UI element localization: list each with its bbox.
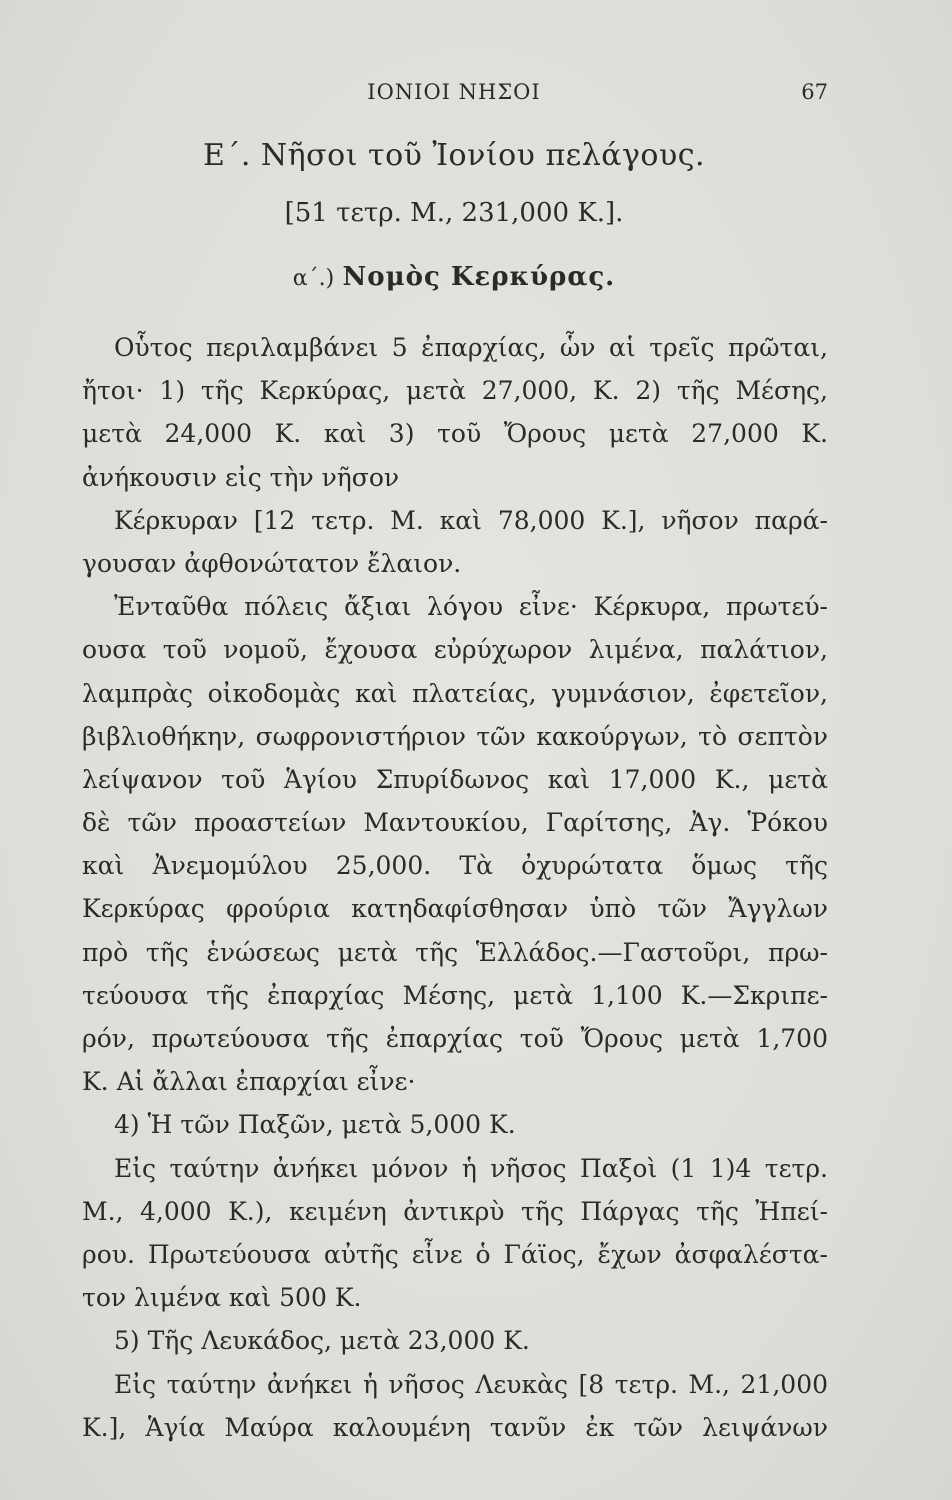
text-line: Εἰς ταύτην ἀνήκει ἡ νῆσος Λευκὰς [8 τετρ. Μ., 21,000 bbox=[114, 1369, 828, 1399]
running-header bbox=[80, 80, 828, 112]
text-line: Εἰς ταύτην ἀνήκει μόνον ἡ νῆσος Παξοὶ (1 1)4 τετρ. bbox=[114, 1153, 828, 1183]
text-line: τεύουσα τῆς ἐπαρχίας Μέσης, μετὰ 1,100 Κ.—Σκριπε- bbox=[82, 980, 828, 1010]
text-line: Ἐνταῦθα πόλεις ἄξιαι λόγου εἶνε· Κέρκυρα, πρωτεύ- bbox=[114, 592, 828, 622]
text-line: γουσαν ἀφθονώτατον ἔλαιον. bbox=[82, 548, 462, 578]
text-line: ἀνήκουσιν εἰς τὴν νῆσον bbox=[82, 462, 400, 492]
text-line: ἤτοι· 1) τῆς Κερκύρας, μετὰ 27,000, Κ. 2) τῆς Μέσης, bbox=[82, 376, 828, 406]
prefecture-heading bbox=[80, 262, 828, 292]
text-line: λείψανον τοῦ Ἁγίου Σπυρίδωνος καὶ 17,000 Κ., μετὰ bbox=[82, 764, 828, 794]
text-line: Κερκύρας φρούρια κατηδαφίσθησαν ὑπὸ τῶν Ἄγγλων bbox=[82, 894, 828, 924]
running-title: ΙΟΝΙΟΙ ΝΗΣΟΙ bbox=[367, 80, 541, 104]
text-line: ρόν, πρωτεύουσα τῆς ἐπαρχίας τοῦ Ὄρους μετὰ 1,700 bbox=[82, 1024, 828, 1053]
text-line: ουσα τοῦ νομοῦ, ἔχουσα εὐρύχωρον λιμένα, παλάτιον, bbox=[82, 635, 828, 665]
text-line: καὶ Ἀνεμομύλου 25,000. Τὰ ὀχυρώτατα ὅμως τῆς bbox=[82, 851, 828, 881]
page-number: 67 bbox=[801, 80, 828, 104]
text-line: μετὰ 24,000 Κ. καὶ 3) τοῦ Ὄρους μετὰ 27,000 Κ. bbox=[82, 419, 828, 449]
text-line: Κέρκυραν [12 τετρ. Μ. καὶ 78,000 Κ.], νῆσον παρά- bbox=[114, 505, 828, 535]
section-subheading: [51 τετρ. Μ., 231,000 Κ.]. bbox=[284, 198, 624, 228]
text-line: ρου. Πρωτεύουσα αὐτῆς εἶνε ὁ Γάϊος, ἔχων ἀσφαλέστα- bbox=[82, 1239, 828, 1269]
text-line: λαμπρὰς οἰκοδομὰς καὶ πλατείας, γυμνάσιον, ἐφετεῖον, bbox=[82, 678, 828, 708]
body-text bbox=[82, 326, 828, 1449]
text-line: 4) Ἡ τῶν Παξῶν, μετὰ 5,000 Κ. bbox=[114, 1110, 516, 1140]
text-line: 5) Τῆς Λευκάδος, μετὰ 23,000 Κ. bbox=[114, 1326, 530, 1356]
prefecture-number: α΄.) bbox=[292, 266, 335, 291]
prefecture-title: Νομὸς Κερκύρας. bbox=[342, 262, 616, 292]
text-line: Οὗτος περιλαμβάνει 5 ἐπαρχίας, ὧν αἱ τρεῖς πρῶται, bbox=[114, 333, 828, 362]
text-line: βιβλιοθήκην, σωφρονιστήριον τῶν κακούργων, τὸ σεπτὸν bbox=[82, 721, 828, 751]
text-line: πρὸ τῆς ἑνώσεως μετὰ τῆς Ἑλλάδος.—Γαστοῦρι, πρω- bbox=[82, 937, 828, 967]
text-line: Μ., 4,000 Κ.), κειμένη ἀντικρὺ τῆς Πάργας τῆς Ἠπεί- bbox=[82, 1196, 828, 1226]
section-heading: Ε΄. Νῆσοι τοῦ Ἰονίου πελάγους. bbox=[202, 138, 706, 173]
text-line: δὲ τῶν προαστείων Μαντουκίου, Γαρίτσης, Ἀγ. Ῥόκου bbox=[82, 808, 828, 838]
text-line: Κ.], Ἁγία Μαύρα καλουμένη τανῦν ἐκ τῶν λειψάνων bbox=[82, 1412, 828, 1442]
text-line: Κ. Αἱ ἄλλαι ἐπαρχίαι εἶνε· bbox=[82, 1067, 416, 1097]
text-line: τον λιμένα καὶ 500 Κ. bbox=[82, 1283, 362, 1313]
